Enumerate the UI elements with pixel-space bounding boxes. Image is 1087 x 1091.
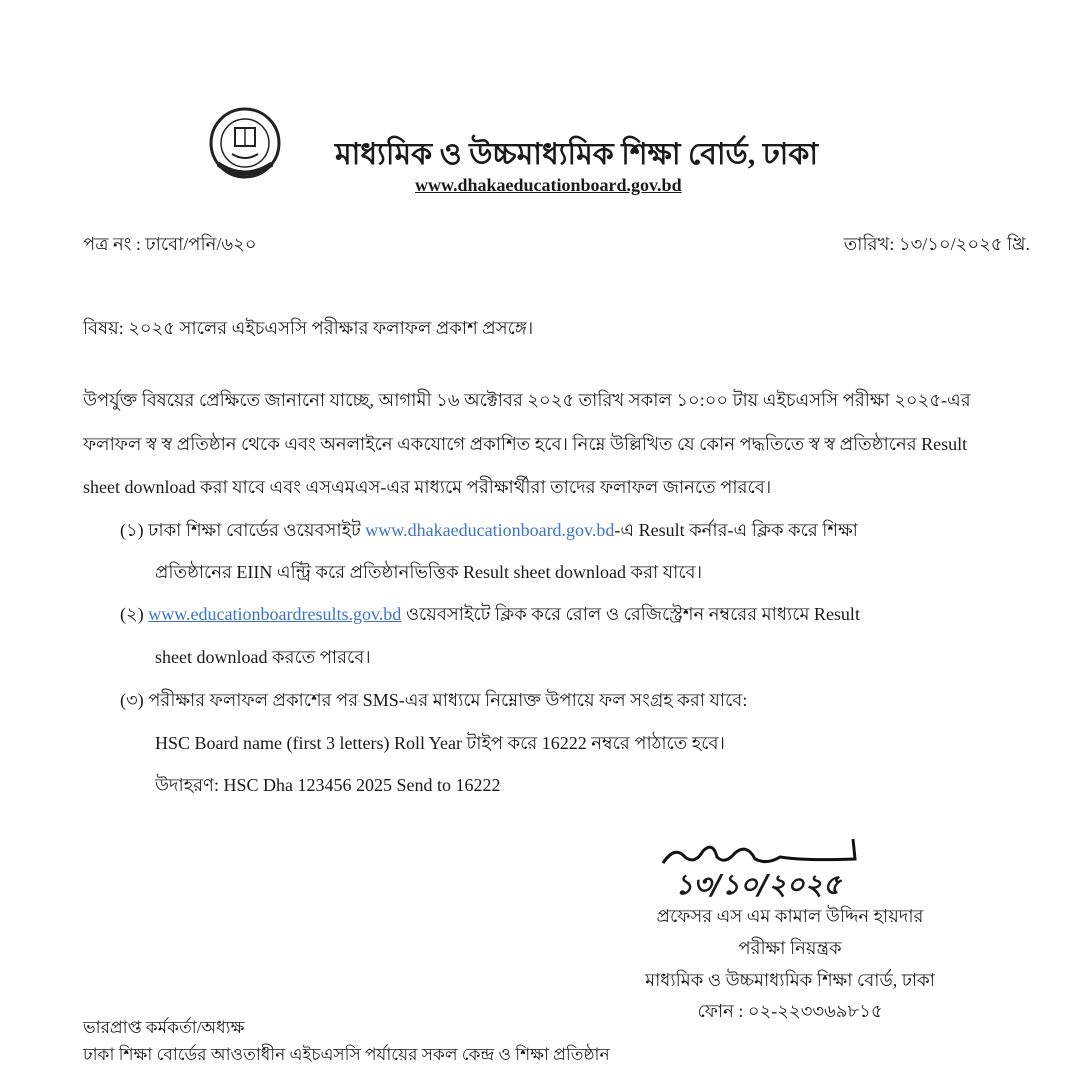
item-text: ঢাকা শিক্ষা বোর্ডের ওয়েবসাইট bbox=[148, 520, 361, 540]
item-number: (২) bbox=[120, 604, 144, 624]
item-number: (৩) bbox=[120, 690, 144, 710]
board-title: মাধ্যমিক ও উচ্চমাধ্যমিক শিক্ষা বোর্ড, ঢাকা bbox=[335, 138, 819, 171]
letter-date: তারিখ: ১৩/১০/২০২৫ খ্রি. bbox=[843, 234, 1030, 254]
list-item-3-line-2: HSC Board name (first 3 letters) Roll Year টাইপ করে 16222 নম্বরে পাঠাতে হবে। bbox=[155, 733, 725, 753]
body-line-2: ফলাফল স্ব স্ব প্রতিষ্ঠান থেকে এবং অনলাইনে একযোগে প্রকাশিত হবে। নিম্নে উল্লিখিত যে কোন পদ্ধতিতে স্ব স্ব প্রতিষ্ঠানের Result bbox=[83, 434, 968, 454]
signatory-designation: পরীক্ষা নিয়ন্ত্রক bbox=[738, 938, 842, 958]
dhaka-board-link[interactable]: www.dhakaeducationboard.gov.bd bbox=[365, 520, 615, 540]
board-seal-logo bbox=[208, 106, 282, 180]
body-line-1: উপর্যুক্ত বিষয়ের প্রেক্ষিতে জানানো যাচ্ছে, আগামী ১৬ অক্টোবর ২০২৫ তারিখ সকাল ১০:০০ টায় এইচএসসি পরীক্ষা ২০২৫-এর bbox=[83, 390, 971, 410]
signatory-name: প্রফেসর এস এম কামাল উদ্দিন হায়দার bbox=[656, 906, 924, 926]
list-item-3-line-3: উদাহরণ: HSC Dha 123456 2025 Send to 16222 bbox=[155, 775, 501, 795]
recipient-line-2: ঢাকা শিক্ষা বোর্ডের আওতাধীন এইচএসসি পর্যায়ের সকল কেন্দ্র ও শিক্ষা প্রতিষ্ঠান bbox=[83, 1045, 610, 1064]
list-item-3 bbox=[120, 686, 747, 717]
signatory-office: মাধ্যমিক ও উচ্চমাধ্যমিক শিক্ষা বোর্ড, ঢাকা bbox=[645, 970, 935, 990]
recipient-line-1: ভারপ্রাপ্ত কর্মকর্তা/অধ্যক্ষ bbox=[83, 1018, 245, 1037]
body-line-3: sheet download করা যাবে এবং এসএমএস-এর মাধ্যমে পরীক্ষার্থীরা তাদের ফলাফল জানতে পারবে। bbox=[83, 477, 772, 497]
handwritten-date: ১৩/১০/২০২৫ bbox=[675, 868, 841, 901]
subject-line: বিষয়: ২০২৫ সালের এইচএসসি পরীক্ষার ফলাফল প্রকাশ প্রসঙ্গে। bbox=[83, 318, 534, 338]
signatory-phone: ফোন : ০২-২২৩৩৬৯৮১৫ bbox=[697, 1001, 883, 1021]
item-text: পরীক্ষার ফলাফল প্রকাশের পর SMS-এর মাধ্যমে নিম্নোক্ত উপায়ে ফল সংগ্রহ করা যাবে: bbox=[148, 690, 748, 710]
list-item-1-line-2: প্রতিষ্ঠানের EIIN এন্ট্রি করে প্রতিষ্ঠানভিত্তিক Result sheet download করা যাবে। bbox=[155, 562, 703, 582]
letter-number: পত্র নং : ঢাবো/পনি/৬২০ bbox=[83, 234, 257, 254]
list-item-2-line-2: sheet download করতে পারবে। bbox=[155, 647, 371, 667]
list-item-2 bbox=[120, 600, 860, 631]
education-board-results-link[interactable]: www.educationboardresults.gov.bd bbox=[148, 604, 402, 624]
item-text: -এ Result কর্নার-এ ক্লিক করে শিক্ষা bbox=[614, 520, 858, 540]
item-text: ওয়েবসাইটে ক্লিক করে রোল ও রেজিস্ট্রেশন নম্বরের মাধ্যমে Result bbox=[405, 604, 860, 624]
board-website[interactable]: www.dhakaeducationboard.gov.bd bbox=[415, 175, 682, 195]
item-number: (১) bbox=[120, 520, 144, 540]
list-item-1 bbox=[120, 516, 858, 547]
